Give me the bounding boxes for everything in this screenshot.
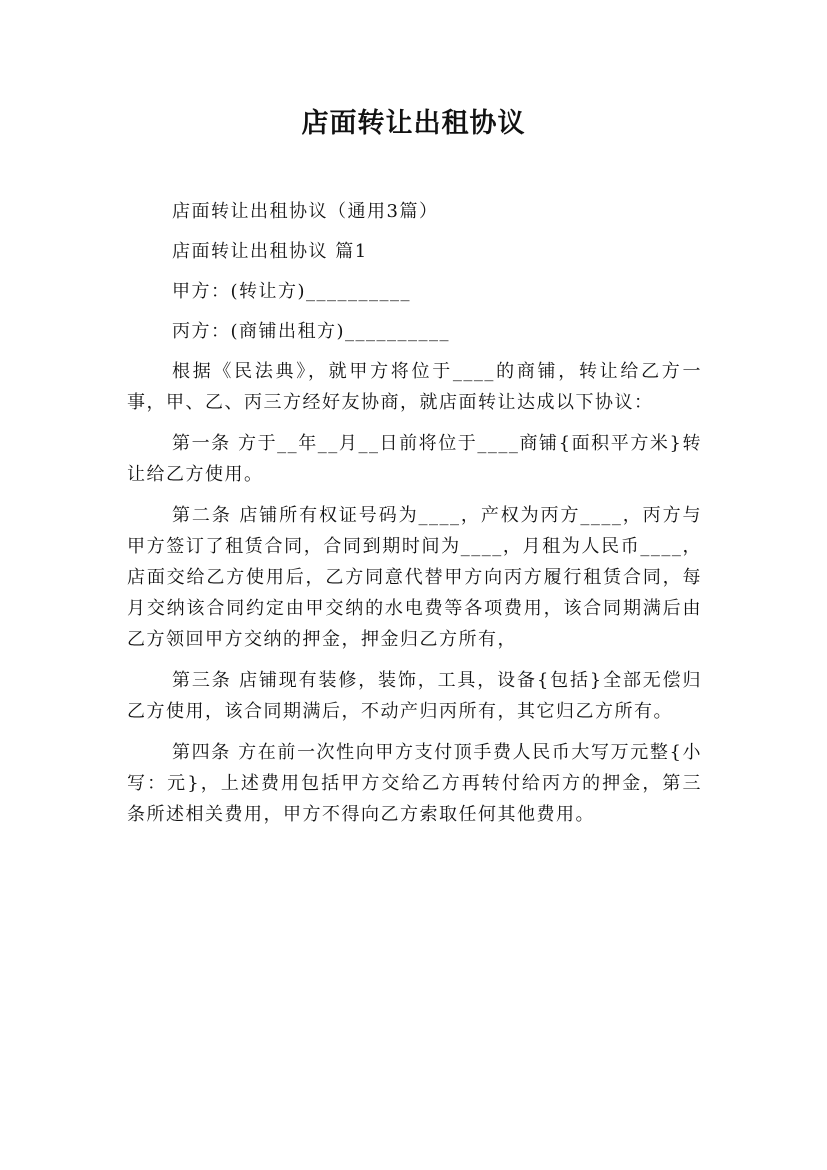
paragraph-article-4: 第四条 方在前一次性向甲方支付顶手费人民币大写万元整{小写：元}，上述费用包括甲方交给乙方再转付给丙方的押金，第三条所述相关费用，甲方不得向乙方索取任何其他费用。 (127, 742, 702, 825)
paragraph-article-3: 第三条 店铺现有装修，装饰，工具，设备{包括}全部无偿归乙方使用，该合同期满后，不动产归丙所有，其它归乙方所有。 (127, 670, 702, 722)
document-body (127, 196, 702, 830)
paragraph-subtitle: 店面转让出租协议（通用3篇） (172, 201, 439, 222)
paragraph-article-1: 第一条 方于__年__月__日前将位于____商铺{面积平方米}转让给乙方使用。 (127, 433, 702, 485)
paragraph-party-a: 甲方：(转让方)__________ (172, 281, 412, 302)
document-title: 店面转让出租协议 (301, 108, 526, 139)
paragraph-article-2: 第二条 店铺所有权证号码为____，产权为丙方____，丙方与甲方签订了租赁合同，合同到期时间为____，月租为人民币____，店面交给乙方使用后，乙方同意代替甲方向丙方履行租赁合同，每月交纳该合同约定由甲交纳的水电费等各项费用，该合同期满后由乙方领回甲方交纳的押金，押金归乙方所有， (127, 505, 702, 650)
paragraph-preamble: 根据《民法典》，就甲方将位于____的商铺，转让给乙方一事，甲、乙、丙三方经好友协商，就店面转让达成以下协议： (127, 361, 702, 413)
paragraph-section-heading: 店面转让出租协议 篇1 (172, 241, 368, 262)
paragraph-party-c: 丙方：(商铺出租方)__________ (172, 321, 451, 342)
